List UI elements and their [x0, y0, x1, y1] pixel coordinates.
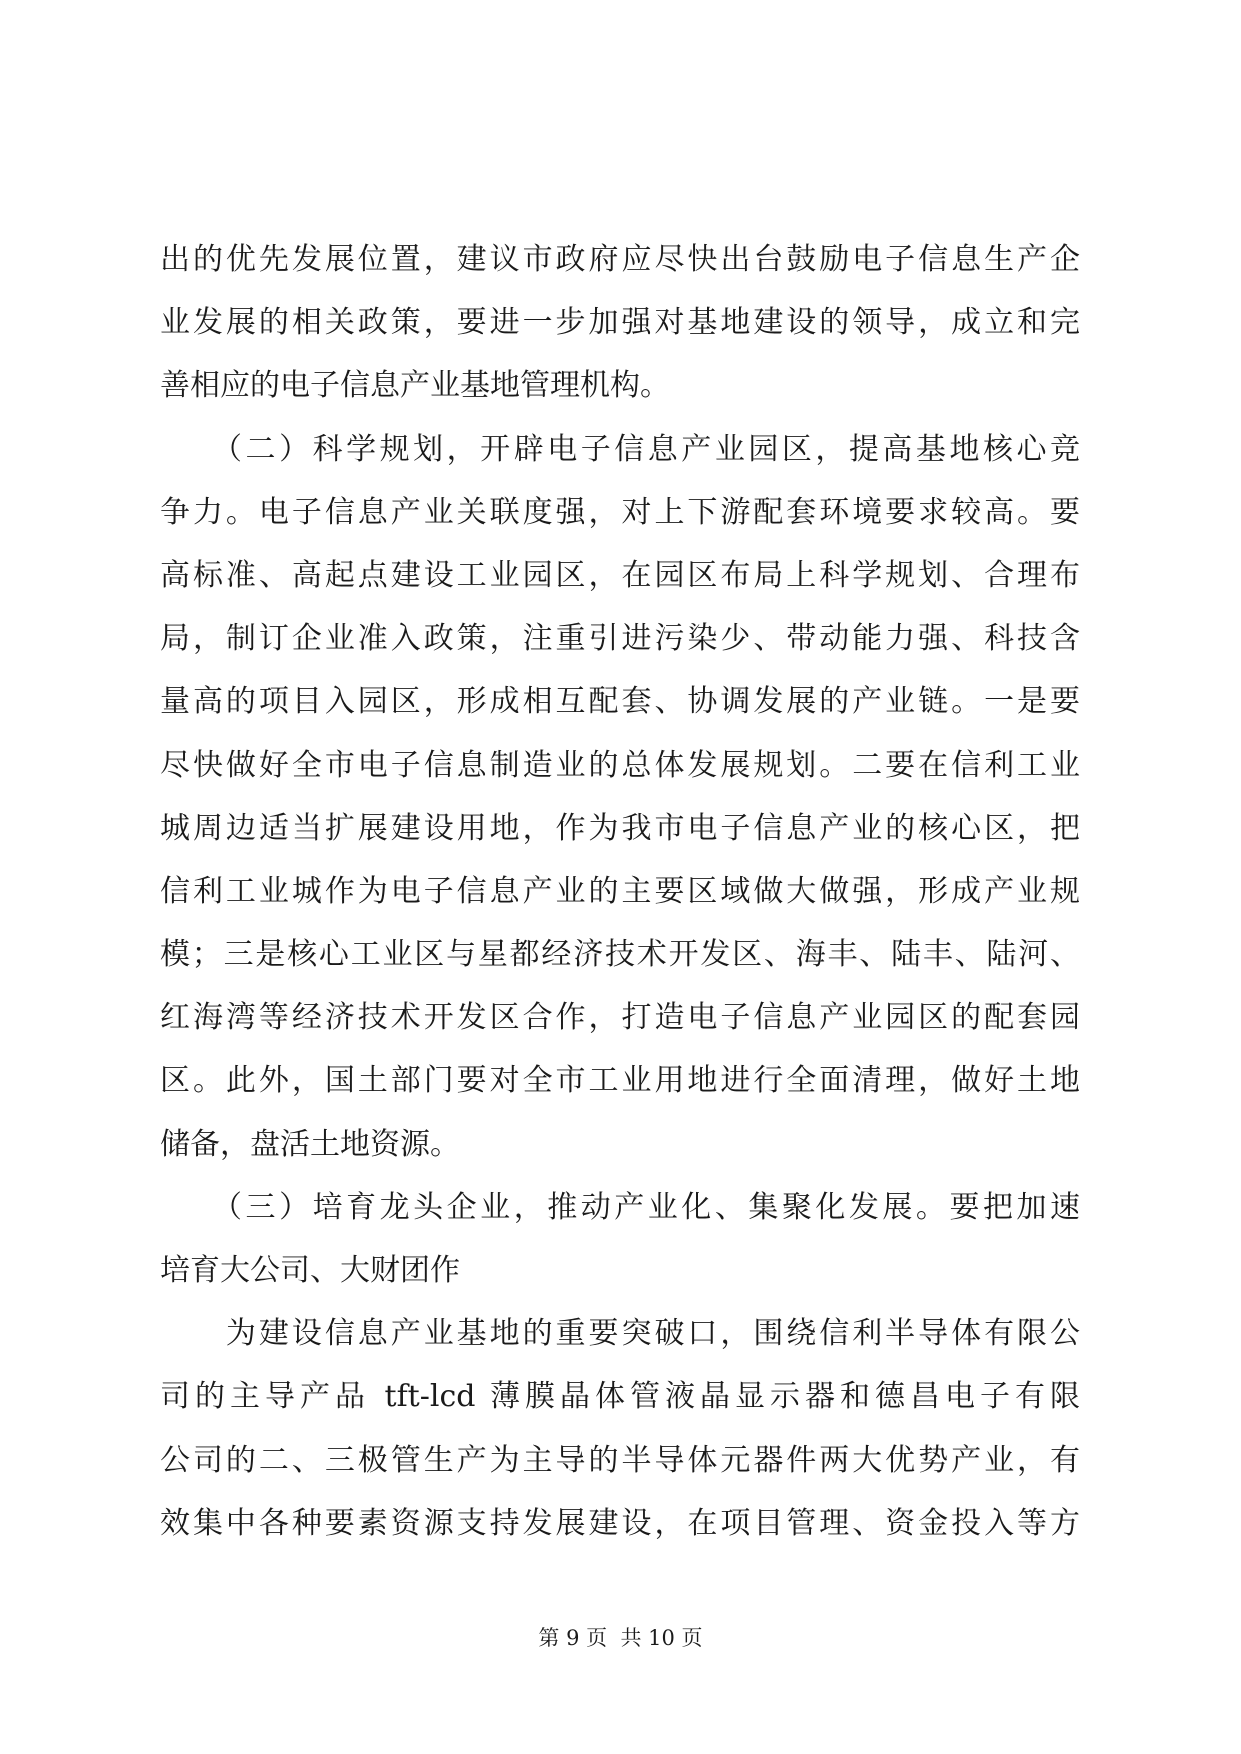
text-line: 城周边适当扩展建设用地，作为我市电子信息产业的核心区，把 — [160, 810, 1080, 846]
text-line: （三）培育龙头企业，推动产业化、集聚化发展。要把加速 — [160, 1189, 1080, 1225]
page-footer: 第 9 页 共 10 页 — [538, 1626, 703, 1650]
text-line: 高标准、高起点建设工业园区，在园区布局上科学规划、合理布 — [160, 557, 1080, 593]
text-line: 红海湾等经济技术开发区合作，打造电子信息产业园区的配套园 — [160, 1000, 1080, 1036]
text-line: 争力。电子信息产业关联度强，对上下游配套环境要求较高。要 — [160, 494, 1080, 530]
text-line: 善相应的电子信息产业基地管理机构。 — [160, 368, 670, 404]
text-line: 信利工业城作为电子信息产业的主要区域做大做强，形成产业规 — [160, 873, 1080, 909]
text-line: 尽快做好全市电子信息制造业的总体发展规划。二要在信利工业 — [160, 747, 1080, 783]
text-line: 模；三是核心工业区与星都经济技术开发区、海丰、陆丰、陆河、 — [160, 937, 1080, 973]
text-line: 量高的项目入园区，形成相互配套、协调发展的产业链。一是要 — [160, 684, 1080, 720]
body-text — [160, 228, 1080, 1555]
text-line: 司的主导产品 tft-lcd 薄膜晶体管液晶显示器和德昌电子有限 — [160, 1379, 1080, 1415]
text-line: 效集中各种要素资源支持发展建设，在项目管理、资金投入等方 — [160, 1505, 1080, 1541]
text-line: 局，制订企业准入政策，注重引进污染少、带动能力强、科技含 — [160, 621, 1080, 657]
text-line: 储备，盘活土地资源。 — [160, 1126, 460, 1162]
text-line: 业发展的相关政策，要进一步加强对基地建设的领导，成立和完 — [160, 305, 1080, 341]
text-line: 为建设信息产业基地的重要突破口，围绕信利半导体有限公 — [160, 1316, 1080, 1352]
text-line: 公司的二、三极管生产为主导的半导体元器件两大优势产业，有 — [160, 1442, 1080, 1478]
text-line: 出的优先发展位置，建议市政府应尽快出台鼓励电子信息生产企 — [160, 242, 1080, 277]
text-line: 区。此外，国土部门要对全市工业用地进行全面清理，做好土地 — [160, 1063, 1080, 1099]
text-line: （二）科学规划，开辟电子信息产业园区，提高基地核心竞 — [160, 431, 1080, 467]
text-line: 培育大公司、大财团作 — [160, 1253, 460, 1288]
